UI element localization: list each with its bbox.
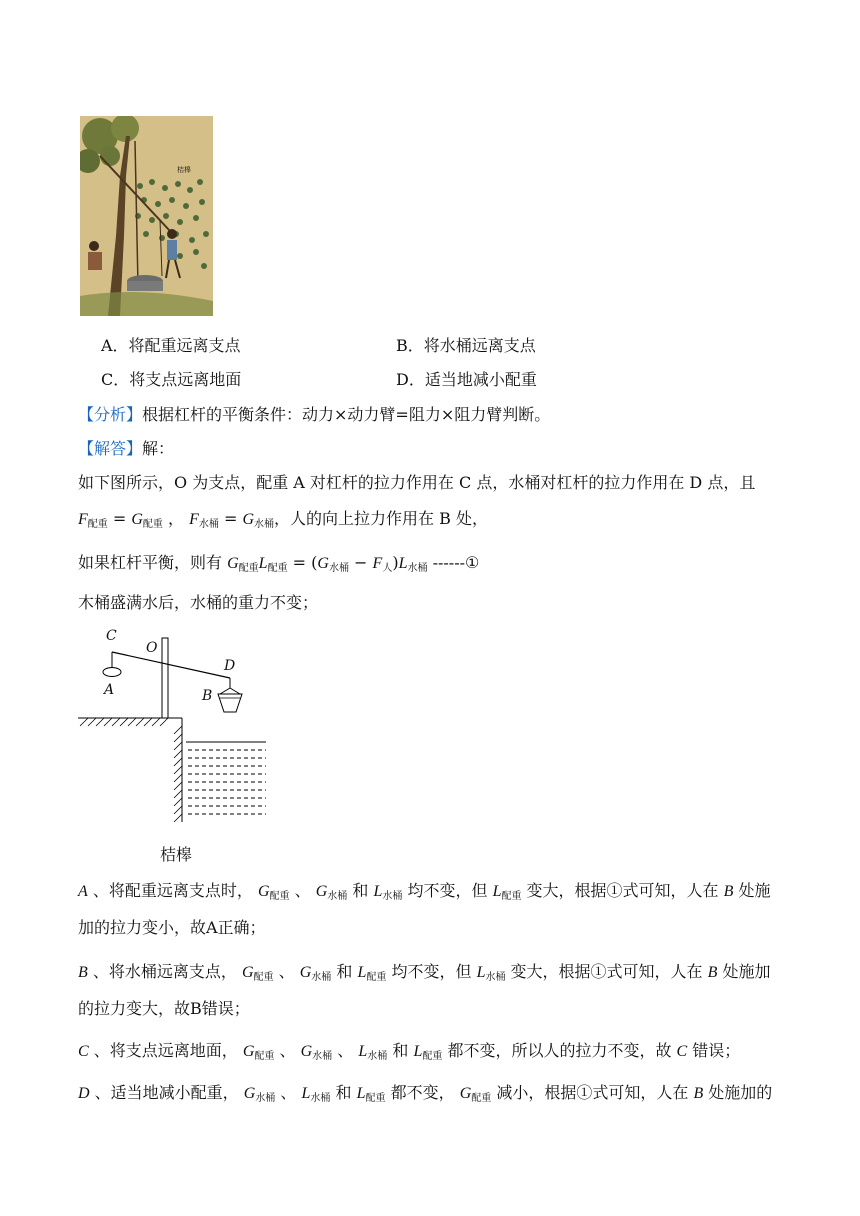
option-c: C．将支点远离地面	[101, 370, 242, 389]
answer-paragraph-3	[78, 552, 479, 580]
explanation-c-line-1: C 、将支点远离地面， $G_{配重}$ 、 $G_{水桶}$ 、 $L_{水桶}$ 和 $L_{配重}$ 都不变，所以人的拉力不变，故 C 错误；	[78, 1041, 741, 1062]
answer-paragraph-2	[78, 508, 488, 536]
label-o: O	[146, 640, 158, 656]
analysis-tag: 【分析】	[78, 405, 143, 424]
figure-caption: 桔槔	[160, 845, 193, 864]
answer-paragraph-2-tail: ，人的向上拉力作用在 B 处，	[274, 509, 488, 528]
equation-number: ------①	[432, 553, 480, 572]
answer-line	[78, 438, 174, 460]
explanation-b-line-1: B 、将水桶远离支点， $G_{配重}$ 、 $G_{水桶}$ 和 $L_{配重}$ 均不变，但 $L_{水桶}$ 变大，根据①式可知，人在 B 处施加	[78, 962, 771, 983]
answer-tag: 【解答】	[78, 439, 143, 458]
explanation-b-line-2: 的拉力变大，故B错误；	[78, 999, 250, 1018]
explanation-a-line-2: 加的拉力变小，故A正确；	[78, 918, 266, 937]
option-a: A．将配重远离支点	[101, 336, 241, 355]
answer-paragraph-3-head: 如果杠杆平衡，则有	[78, 553, 223, 572]
explanation-a-line-1: A 、将配重远离支点时， $G_{配重}$ 、 $G_{水桶}$ 和 $L_{水桶}$ 均不变，但 $L_{配重}$ 变大，根据①式可知，人在 B 处施	[78, 881, 771, 902]
label-d: D	[224, 658, 236, 674]
formula-f-counterweight: $F_{配重} = G_{配重}$ ，	[78, 509, 185, 530]
analysis-line	[78, 404, 550, 426]
formula-f-bucket: $F_{水桶} = G_{水桶}$	[189, 509, 275, 530]
lever-diagram	[78, 626, 278, 826]
answer-text: 解：	[142, 439, 175, 458]
balance-equation: $G_{配重}L_{配重} = (G_{水桶} - F_人)L_{水桶}$	[227, 553, 428, 574]
explanation-d-line-1: D 、适当地减小配重， $G_{水桶}$ 、 $L_{水桶}$ 和 $L_{配重}$ 都不变， $G_{配重}$ 减小，根据①式可知，人在 B 处施加的	[78, 1083, 773, 1104]
label-b: B	[202, 688, 213, 704]
label-a: A	[104, 682, 115, 698]
option-d: D．适当地减小配重	[396, 370, 537, 389]
answer-paragraph-4: 木桶盛满水后，水桶的重力不变；	[78, 593, 319, 612]
label-c: C	[106, 628, 117, 644]
well-sweep-illustration	[80, 116, 213, 316]
option-b: B．将水桶远离支点	[396, 336, 536, 355]
answer-paragraph-1: 如下图所示，O 为支点，配重 A 对杠杆的拉力作用在 C 点，水桶对杠杆的拉力作用在 D 点，且	[78, 473, 756, 492]
illustration-label: 桔槔	[177, 166, 191, 174]
analysis-text: 根据杠杆的平衡条件：动力×动力臂=阻力×阻力臂判断。	[142, 405, 551, 424]
